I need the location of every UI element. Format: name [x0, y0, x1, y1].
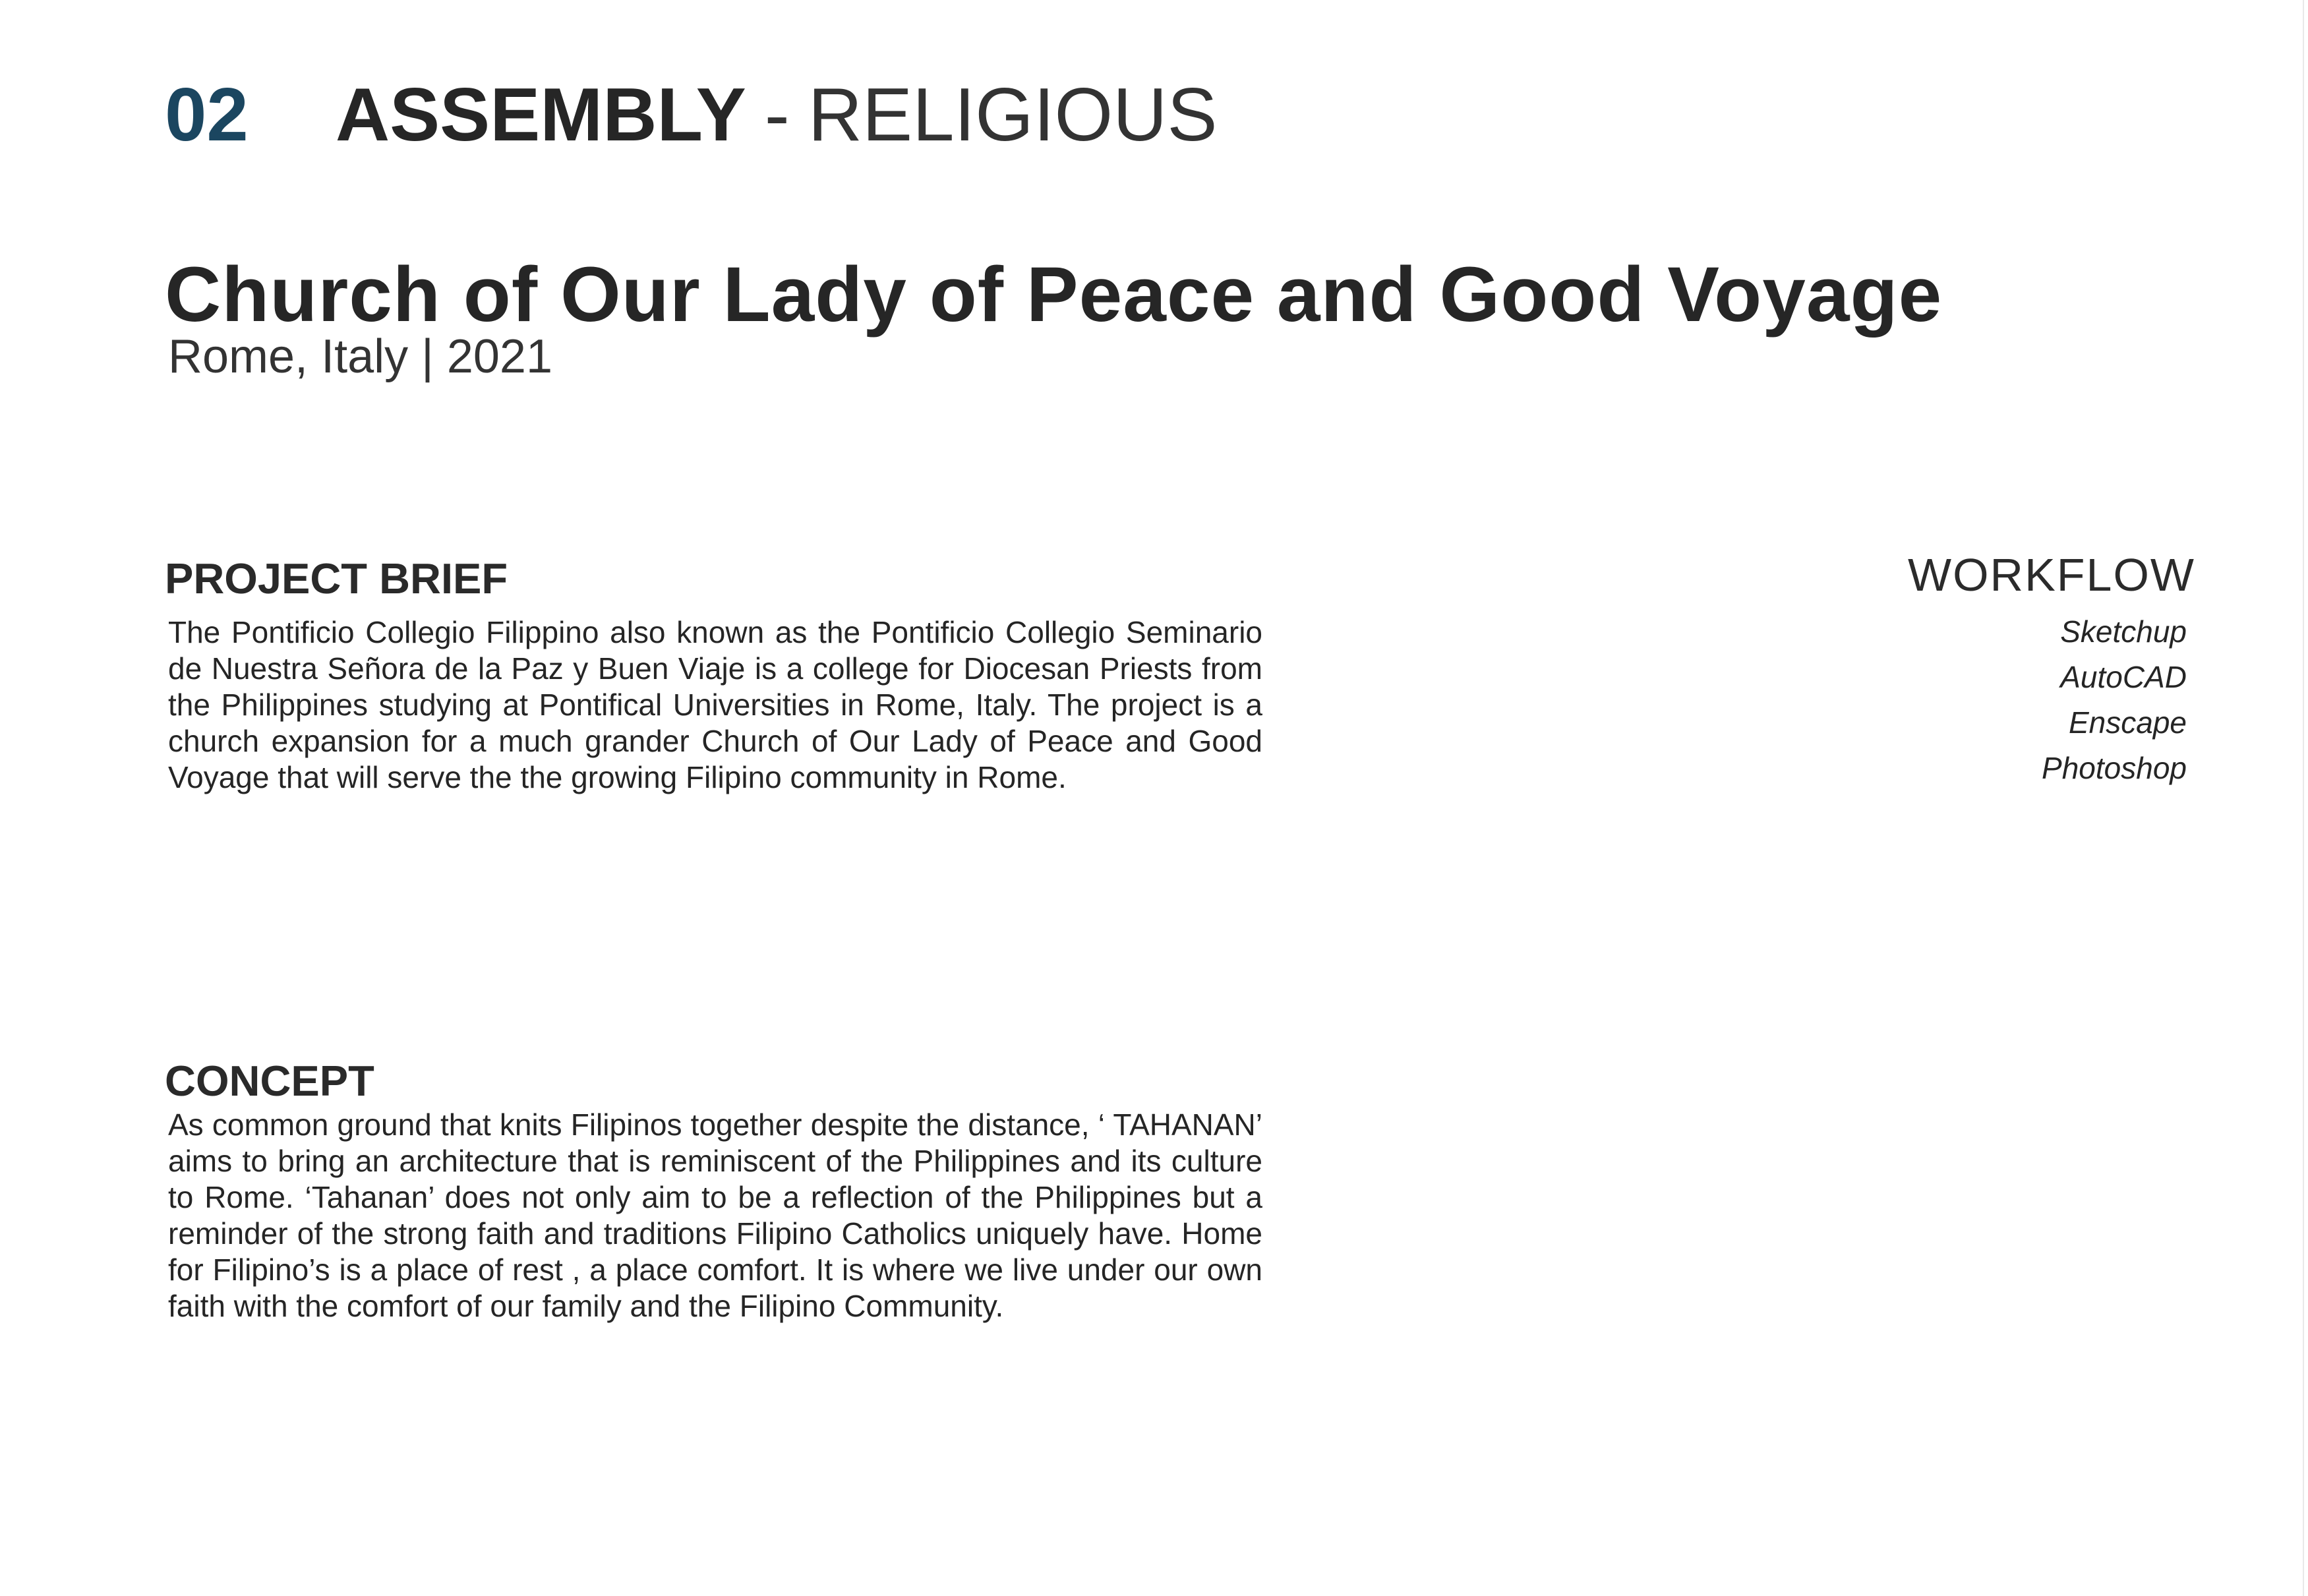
concept-heading: CONCEPT: [165, 1057, 374, 1105]
project-brief-heading: PROJECT BRIEF: [165, 554, 508, 603]
project-brief-text: The Pontificio Collegio Filippino also known as the Pontificio Collegio Seminario de Nuestra Señora de la Paz y Buen Viaje is a college for Diocesan Priests from the Philippines studying at Pontifical Universities in Rome, Italy. The project is a church expansion for a much grander Church of Our Lady of Peace and Good Voyage that will serve the the growing Filipino community in Rome.: [168, 615, 1262, 794]
section-category: ASSEMBLY: [335, 73, 746, 157]
section-separator: -: [764, 73, 790, 157]
workflow-list: [1818, 609, 2187, 791]
concept-text: As common ground that knits Filipinos together despite the distance, ‘ TAHANAN’ aims to bring an architecture that is reminiscent of the Philippines and its culture to Rome. ‘Tahanan’ does not only aim to be a reflection of the Philippines but a reminder of the strong faith and traditions Filipino Catholics uniquely have. Home for Filipino’s is a place of rest , a place comfort. It is where we live under our own faith with the comfort of our family and the Filipino Community.: [168, 1108, 1262, 1323]
workflow-item-enscape: Enscape: [2068, 705, 2187, 740]
section-subcategory: RELIGIOUS: [808, 73, 1218, 157]
project-location-year: Rome, Italy | 2021: [168, 330, 552, 383]
workflow-item-sketchup: Sketchup: [2060, 614, 2187, 649]
section-number: 02: [165, 73, 249, 157]
section-header: [165, 73, 1218, 157]
project-title: Church of Our Lady of Peace and Good Voyage: [165, 251, 1943, 338]
workflow-panel: [1818, 549, 2195, 791]
page-edge-divider: [2303, 0, 2304, 1596]
workflow-item-autocad: AutoCAD: [2060, 660, 2187, 694]
workflow-title: WORKFLOW: [1908, 549, 2195, 601]
workflow-item-photoshop: Photoshop: [2042, 751, 2187, 785]
